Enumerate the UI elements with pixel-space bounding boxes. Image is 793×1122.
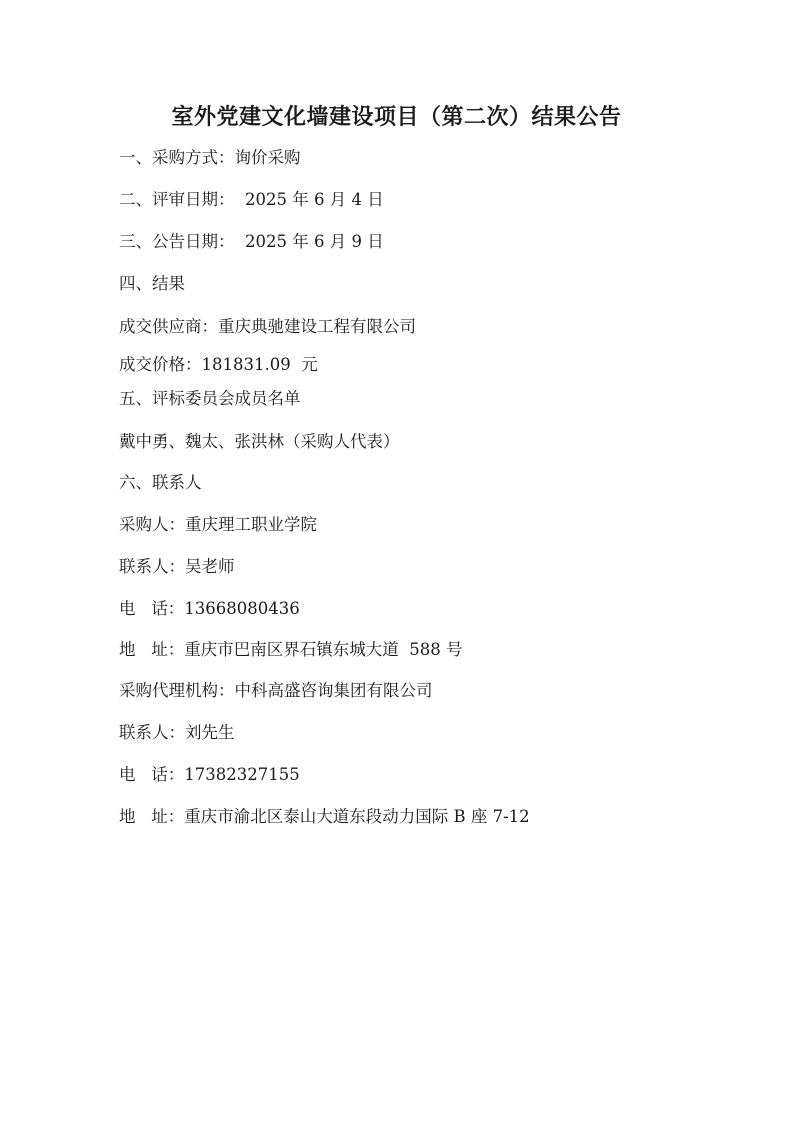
purchaser-phone-line: 电 话：13668080436 [119, 599, 300, 618]
result-heading: 四、结果 [119, 274, 185, 293]
review-date-line: 二、评审日期： 2025 年 6 月 4 日 [119, 190, 384, 209]
purchaser-contact-line: 联系人：吴老师 [119, 557, 235, 576]
document-title: 室外党建文化墙建设项目（第二次）结果公告 [171, 104, 622, 130]
agency-phone-line: 电 话：17382327155 [119, 765, 300, 784]
purchaser-address-line: 地 址：重庆市巴南区界石镇东城大道 588 号 [119, 640, 463, 659]
purchaser-line: 采购人：重庆理工职业学院 [119, 515, 317, 534]
committee-heading: 五、评标委员会成员名单 [119, 389, 301, 408]
winning-price-line: 成交价格：181831.09 元 [119, 355, 318, 374]
winning-supplier-line: 成交供应商：重庆典驰建设工程有限公司 [119, 317, 416, 336]
agency-address-line: 地 址：重庆市渝北区泰山大道东段动力国际 B 座 7-12 [119, 807, 530, 826]
agency-contact-line: 联系人：刘先生 [119, 723, 235, 742]
agency-line: 采购代理机构：中科高盛咨询集团有限公司 [119, 681, 433, 700]
announcement-date-line: 三、公告日期： 2025 年 6 月 9 日 [119, 232, 384, 251]
procurement-method-line: 一、采购方式：询价采购 [119, 148, 301, 167]
committee-members-line: 戴中勇、魏太、张洪林（采购人代表） [119, 432, 400, 451]
contacts-heading: 六、联系人 [119, 473, 202, 492]
